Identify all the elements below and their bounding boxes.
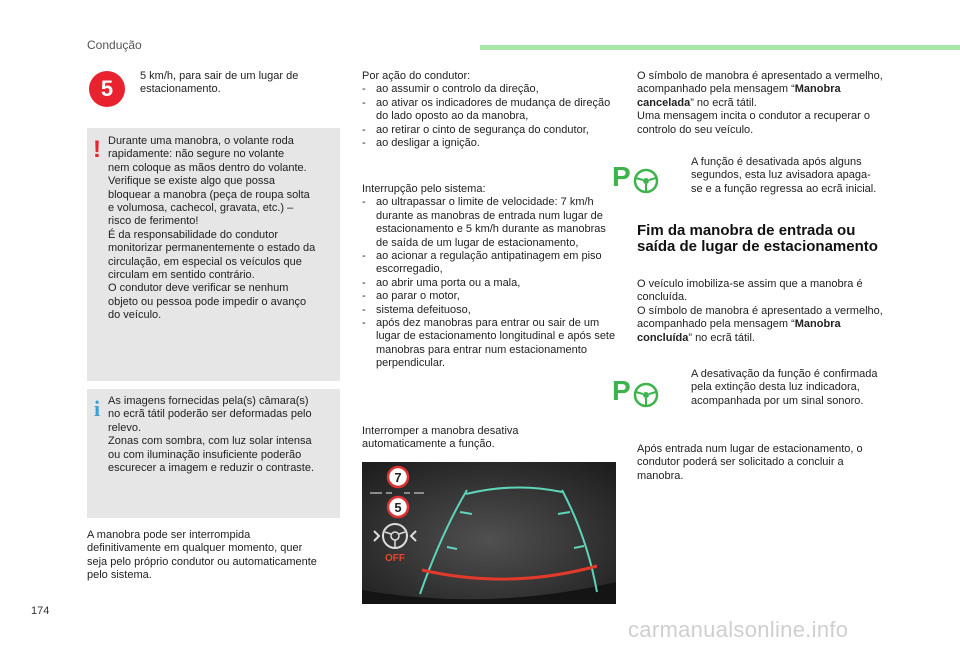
warning-line: bloquear a manobra (peça de roupa solta [108, 188, 310, 201]
completed-text-post: ” no ecrã tátil. [688, 331, 755, 344]
page-number: 174 [31, 605, 50, 617]
completed-message-label: Manobra concluída [637, 318, 841, 344]
warning-line: O condutor deve verificar se nenhum [108, 282, 289, 295]
info-line: no ecrã tátil poderão ser deformadas pelo [108, 408, 312, 421]
info-line: Zonas com sombra, com luz solar intensa [108, 435, 312, 448]
info-line: escurecer a imagem e reduzir o contraste. [108, 462, 315, 475]
system-interrupt-block [362, 183, 616, 371]
completed-message-paragraph [637, 278, 887, 345]
info-line: ou com iluminação insuficiente poderão [108, 448, 302, 461]
step-text: 5 km/h, para sair de um lugar de estacionamento. [140, 70, 299, 96]
speed-limit-bottom-label: 5 [394, 500, 402, 515]
info-box [87, 389, 340, 518]
off-label: OFF [385, 553, 405, 564]
warning-line: risco de ferimento! [108, 215, 199, 228]
speed-limit-sign-top [388, 467, 408, 487]
warning-line: Durante uma manobra, o volante roda [108, 135, 294, 147]
icon1-description: A função é desativada após alguns segundos, esta luz avisadora apaga-se e a função regressa ao ecrã inicial. [691, 156, 877, 195]
svg-text:P: P [612, 375, 631, 406]
warning-line: circulam em sentido contrário. [108, 269, 255, 282]
driver-interrupt-item: - ao desligar a ignição. [362, 137, 616, 150]
warning-box [87, 128, 340, 381]
warning-line: rapidamente: não segure no volante [108, 148, 285, 161]
driver-interrupt-block [362, 70, 616, 150]
section-heading: Fim da manobra de entrada ou saída de lugar de estacionamento [637, 222, 878, 255]
interrupt-line: pelo sistema. [87, 569, 152, 582]
header-accent-bar [480, 45, 960, 50]
driver-interrupt-item: - ao ativar os indicadores de mudança de direção do lado oposto ao da manobra, [362, 97, 616, 124]
info-line: relevo. [108, 421, 142, 434]
warning-line: É da responsabilidade do condutor [108, 228, 279, 241]
completed-text-pre: O símbolo de manobra é apresentado a vermelho, acompanhado pela mensagem “ [637, 304, 883, 331]
system-interrupt-item: - ao parar o motor, [362, 290, 616, 303]
warning-line: objeto ou pessoa pode impedir o avanço [108, 295, 307, 308]
system-interrupt-item: - ao acionar a regulação antipatinagem em piso escorregadio, [362, 250, 616, 277]
warning-line: Verifique se existe algo que possa [108, 175, 275, 188]
driver-interrupt-title: Por ação do condutor: [362, 70, 471, 82]
system-interrupt-item: - sistema defeituoso, [362, 304, 616, 317]
step-number-badge: 5 [89, 71, 125, 107]
warning-line: circulação, em especial os veículos que [108, 255, 302, 268]
system-interrupt-item: - após dez manobras para entrar ou sair de um lugar de estacionamento longitudinal e após sete manobras para entrar num estacionamento perpendicular. [362, 317, 616, 371]
cancel-text-post: ” no ecrã tátil. [690, 96, 757, 109]
cancel-text-line2: Uma mensagem incita o condutor a recuperar o controlo do seu veículo. [637, 110, 870, 136]
completed-text-line1: O veículo imobiliza-se assim que a manobra é concluída. [637, 278, 863, 304]
driver-interrupt-list [362, 83, 616, 150]
system-interrupt-item: - ao abrir uma porta ou a mala, [362, 277, 616, 290]
driver-interrupt-item: - ao assumir o controlo da direção, [362, 83, 616, 96]
svg-text:P: P [612, 161, 631, 192]
watermark: carmanualsonline.info [628, 617, 849, 642]
camera-display-image [362, 462, 616, 604]
section-title: Condução [87, 38, 142, 52]
final-paragraph: Após entrada num lugar de estacionamento, o condutor poderá ser solicitado a concluir a manobra. [637, 443, 863, 482]
cancel-message-label: Manobra cancelada [637, 83, 841, 109]
deactivation-note: Interromper a manobra desativa automaticamente a função. [362, 425, 519, 451]
park-assist-icon [612, 160, 660, 194]
info-text [108, 395, 340, 475]
warning-text [108, 135, 340, 323]
park-assist-icon-2 [612, 374, 660, 408]
speed-limit-sign-bottom [388, 497, 408, 517]
warning-icon: ! [93, 136, 101, 163]
warning-line: do veículo. [108, 309, 162, 322]
info-line: As imagens fornecidas pela(s) câmara(s) [108, 395, 309, 407]
system-interrupt-item: - ao ultrapassar o limite de velocidade: 7 km/h durante as manobras de entrada num lugar de estacionamento e 5 km/h durante as manobras de saída de um lugar de estacionamento, [362, 196, 616, 250]
system-interrupt-list [362, 196, 616, 370]
interrupt-line: seja pelo próprio condutor ou automaticamente [87, 555, 317, 568]
icon2-description: A desativação da função é confirmada pela extinção desta luz indicadora, acompanhada por um sinal sonoro. [691, 368, 878, 407]
info-icon: i [94, 396, 101, 421]
cancel-message-paragraph [637, 70, 887, 137]
speed-limit-top-label: 7 [394, 470, 402, 485]
driver-interrupt-item: - ao retirar o cinto de segurança do condutor, [362, 124, 616, 137]
warning-line: e volumosa, cachecol, gravata, etc.) – [108, 202, 294, 215]
interrupt-line: A manobra pode ser interrompida [87, 529, 251, 541]
cancel-text-pre: O símbolo de manobra é apresentado a vermelho, acompanhado pela mensagem “ [637, 70, 883, 96]
interrupt-line: definitivamente em qualquer momento, quer [87, 542, 303, 555]
warning-line: nem coloque as mãos dentro do volante. [108, 161, 307, 174]
system-interrupt-title: Interrupção pelo sistema: [362, 183, 486, 195]
interrupt-paragraph [87, 529, 342, 583]
warning-line: monitorizar permanentemente o estado da [108, 242, 316, 255]
